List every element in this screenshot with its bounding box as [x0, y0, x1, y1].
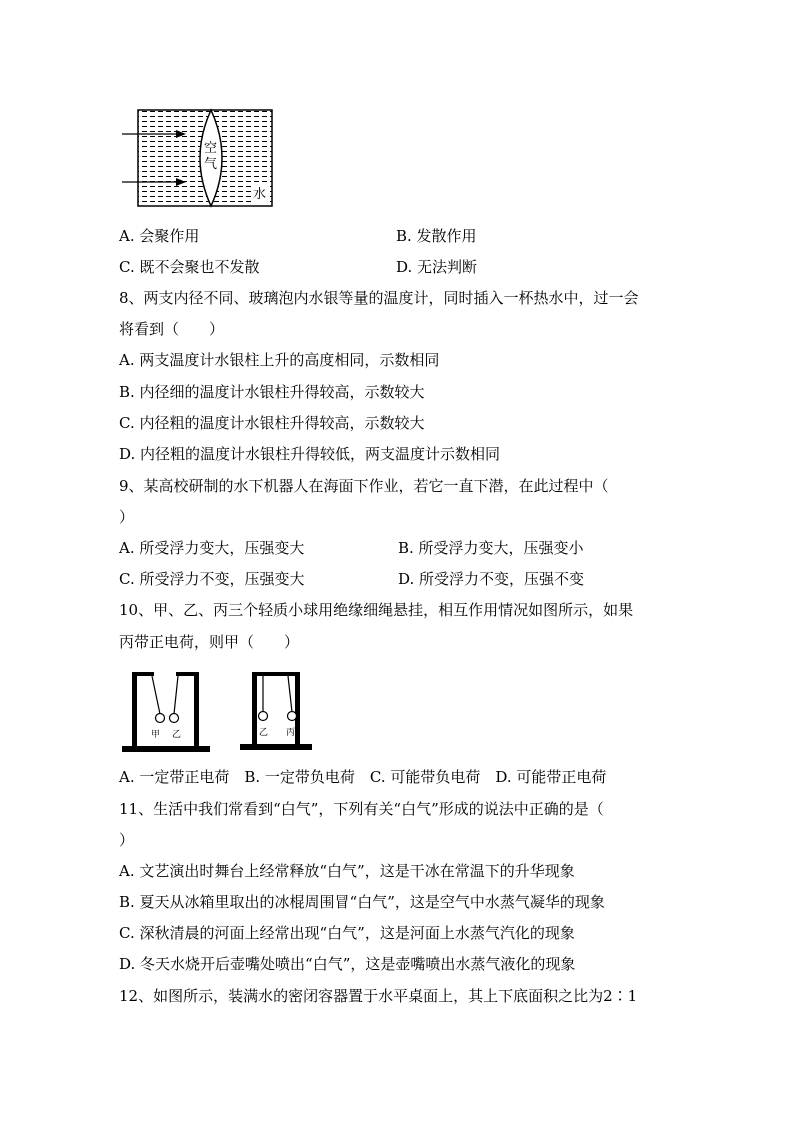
air-label-char-1: 空 — [204, 141, 218, 156]
q8-stem-line-1: 8、两支内径不同、玻璃泡内水银等量的温度计，同时插入一杯热水中，过一会 — [119, 289, 639, 307]
q11-stem-line-1: 11、生活中我们常看到“白气”，下列有关“白气”形成的说法中正确的是（ — [119, 800, 604, 818]
q7-option-b: B. 发散作用 — [396, 227, 477, 245]
thread — [152, 676, 160, 714]
ball-yi — [170, 714, 179, 723]
q8-option-d: D. 内径粗的温度计水银柱升得较低，两支温度计示数相同 — [119, 445, 501, 463]
ball-yi — [259, 712, 268, 721]
stand-bar — [132, 672, 154, 676]
q9-option-a: A. 所受浮力变大，压强变大 — [119, 539, 305, 557]
q9-stem-line-1: 9、某高校研制的水下机器人在海面下作业，若它一直下潜，在此过程中（ — [119, 477, 609, 495]
air-label-char-2: 气 — [204, 157, 218, 172]
stand-pole — [252, 672, 257, 746]
ball-label: 乙 — [259, 728, 269, 738]
ball-label: 甲 — [151, 730, 161, 740]
stand-base — [240, 744, 312, 750]
q11-option-c: C. 深秋清晨的河面上经常出现“白气”，这是河面上水蒸气汽化的现象 — [119, 924, 575, 942]
q9-option-d: D. 所受浮力不变，压强不变 — [398, 570, 585, 588]
q11-stem-line-2: ） — [119, 831, 135, 849]
q11-option-d: D. 冬天水烧开后壶嘴处喷出“白气”，这是壶嘴喷出水蒸气液化的现象 — [119, 955, 576, 973]
q9-stem-line-2: ） — [119, 508, 135, 526]
stand-pole — [132, 672, 137, 748]
water-label: 水 — [253, 187, 267, 202]
ball-label: 丙 — [286, 728, 296, 738]
ball-label: 乙 — [172, 730, 182, 740]
q8-option-c: C. 内径粗的温度计水银柱升得较高，示数较大 — [119, 414, 425, 432]
q12-stem-line-1: 12、如图所示，装满水的密闭容器置于水平桌面上，其上下底面积之比为2∶1 — [119, 987, 638, 1005]
stand-pole — [295, 672, 300, 746]
q10-stem-line-2: 丙带正电荷，则甲（ ） — [119, 633, 300, 651]
q9-option-b: B. 所受浮力变大，压强变小 — [398, 539, 584, 557]
q9-option-c: C. 所受浮力不变，压强变大 — [119, 570, 305, 588]
charged-balls-figure — [118, 666, 318, 758]
q7-option-d: D. 无法判断 — [396, 258, 478, 276]
ball-jia — [156, 714, 165, 723]
q7-option-c: C. 既不会聚也不发散 — [119, 258, 260, 276]
thread — [288, 676, 292, 712]
stand-bar — [252, 672, 300, 676]
q7-option-a: A. 会聚作用 — [119, 227, 200, 245]
q10-options: A. 一定带正电荷 B. 一定带负电荷 C. 可能带负电荷 D. 可能带正电荷 — [119, 768, 607, 786]
stand-pole — [194, 672, 199, 748]
lens-figure — [118, 104, 278, 214]
q8-option-a: A. 两支温度计水银柱上升的高度相同，示数相同 — [119, 351, 440, 369]
thread — [174, 676, 178, 714]
q11-option-a: A. 文艺演出时舞台上经常释放“白气”，这是干冰在常温下的升华现象 — [119, 862, 575, 880]
q10-stem-line-1: 10、甲、乙、丙三个轻质小球用绝缘细绳悬挂，相互作用情况如图所示，如果 — [119, 601, 634, 619]
q8-option-b: B. 内径细的温度计水银柱升得较高，示数较大 — [119, 383, 425, 401]
stand-bar — [176, 672, 199, 676]
q8-stem-line-2: 将看到（ ） — [119, 320, 225, 338]
ball-bing — [288, 712, 297, 721]
q11-option-b: B. 夏天从冰箱里取出的冰棍周围冒“白气”，这是空气中水蒸气凝华的现象 — [119, 893, 605, 911]
